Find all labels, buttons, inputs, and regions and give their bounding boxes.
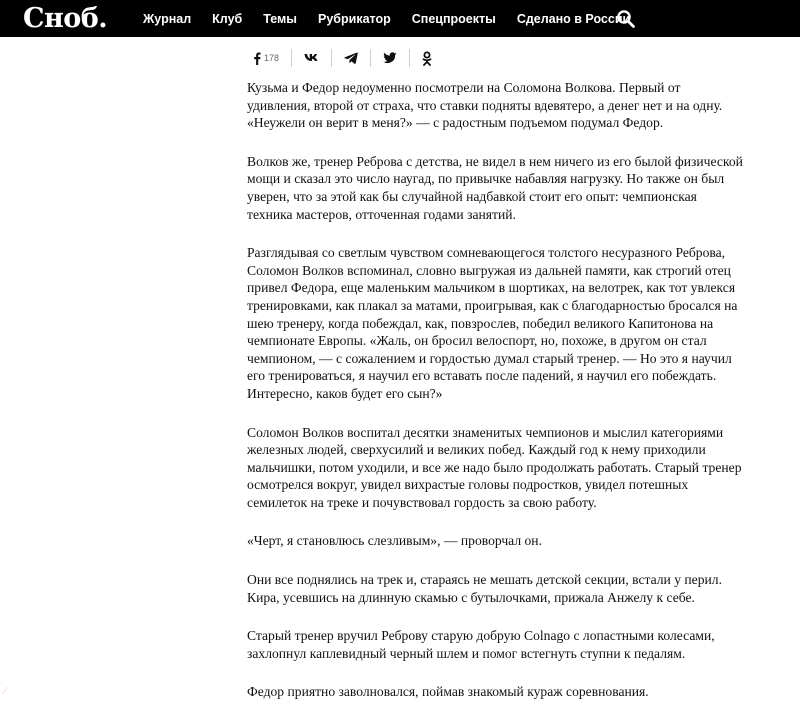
vk-icon bbox=[304, 53, 319, 63]
article-body bbox=[247, 79, 745, 722]
corner-mark-icon: ⁄ bbox=[4, 686, 6, 697]
article-paragraph: Федор приятно заволновался, поймав знакомый кураж соревнования. bbox=[247, 683, 745, 701]
telegram-icon bbox=[344, 52, 358, 64]
odnoklassniki-icon bbox=[422, 51, 432, 66]
share-twitter-button[interactable] bbox=[371, 49, 409, 67]
share-facebook-button[interactable] bbox=[247, 49, 291, 67]
site-logo[interactable]: Сноб. bbox=[23, 3, 107, 34]
article-paragraph: Волков же, тренер Реброва с детства, не видел в нем ничего из его былой физической мощи и сказал это число наугад, по привычке набавляя нагрузку. Но также он был уверен, что за этой как бы случайной надбавкой стоит его опыт: чемпионская техника мастеров, отточенная годами занятий. bbox=[247, 153, 745, 223]
nav-item-made-in-russia[interactable]: Сделано в России bbox=[517, 12, 630, 26]
nav-item-journal[interactable]: Журнал bbox=[143, 12, 191, 26]
article-paragraph: Разглядывая со светлым чувством сомневающегося толстого несуразного Реброва, Соломон Волков вспоминал, словно выгружая из дальней памяти, как строгий отец привел Федора, еще маленьким мальчиком в шортиках, на велотрек, как тот увлекся тренировками, как плакал за матами, проигрывая, как с благодарностью бросался на шею тренеру, когда побеждал, как, повзрослев, победил великого Капитонова на чемпионате Европы. «Жаль, он бросил велоспорт, но, похоже, в другом он стал чемпионом, — с сожалением и гордостью думал старый тренер. — Но это я научил его тренироваться, я научил его вставать после падений, я научил его побеждать. Интересно, каков будет его сын?» bbox=[247, 244, 745, 402]
share-vk-button[interactable] bbox=[292, 49, 331, 67]
article-paragraph: Старый тренер вручил Реброву старую добрую Colnago с лопастными колесами, захлопнул каплевидный черный шлем и помог встегнуть ступни к педалям. bbox=[247, 627, 745, 662]
article-paragraph: Кузьма и Федор недоуменно посмотрели на Соломона Волкова. Первый от удивления, второй от страха, что ставки подняты вдевятеро, а денег нет и на одну. «Неужели он верит в меня?» — с радостным подъемом подумал Федор. bbox=[247, 79, 745, 132]
share-telegram-button[interactable] bbox=[332, 49, 370, 67]
top-navigation-bar bbox=[0, 0, 800, 37]
search-icon[interactable] bbox=[616, 9, 636, 29]
share-count: 178 bbox=[264, 53, 279, 63]
share-bar bbox=[247, 48, 444, 68]
facebook-icon bbox=[253, 52, 261, 65]
main-nav bbox=[143, 0, 651, 37]
article-paragraph: Они все поднялись на трек и, стараясь не мешать детской секции, встали у перил. Кира, усевшись на длинную скамью с бутылочками, прижала Анжелу к себе. bbox=[247, 571, 745, 606]
article-paragraph: Соломон Волков воспитал десятки знаменитых чемпионов и мыслил категориями железных людей, сверхусилий и великих побед. Каждый год к нему приходили мальчишки, потом уходили, и все же надо было продолжать работать. Старый тренер осмотрелся вокруг, увидел вихрастые головы подростков, увидел потешных семилеток на треке и почувствовал гордость за свою работу. bbox=[247, 424, 745, 512]
nav-item-special-projects[interactable]: Спецпроекты bbox=[412, 12, 496, 26]
nav-item-rubricator[interactable]: Рубрикатор bbox=[318, 12, 391, 26]
article-paragraph: «Черт, я становлюсь слезливым», — проворчал он. bbox=[247, 532, 745, 550]
share-odnoklassniki-button[interactable] bbox=[410, 49, 444, 67]
nav-item-club[interactable]: Клуб bbox=[212, 12, 242, 26]
twitter-icon bbox=[383, 52, 397, 64]
nav-item-topics[interactable]: Темы bbox=[263, 12, 297, 26]
